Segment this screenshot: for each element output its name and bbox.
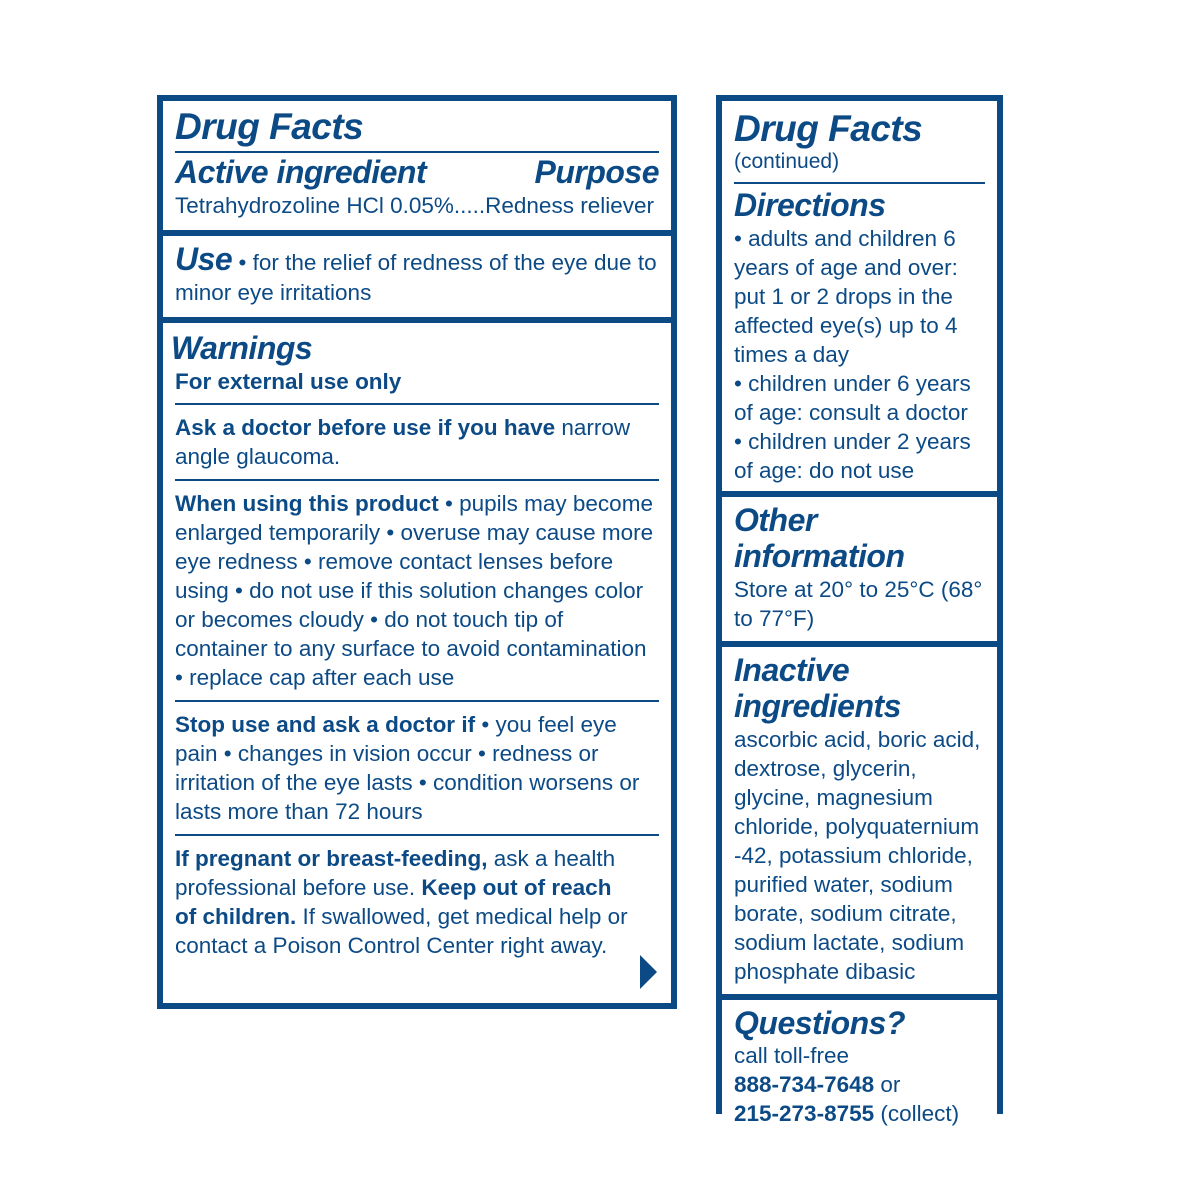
- active-ingredient-heading: Active ingredient: [175, 154, 427, 191]
- phone-number-2: 215-273-8755: [734, 1101, 875, 1127]
- external-use-text: For external use only: [175, 368, 402, 394]
- direction-item: • adults and children 6 years of age and over: put 1 or 2 drops in the affected eye(s) up to 4 times a day: [734, 226, 958, 368]
- ask-doctor-text: narrow angle glaucoma.: [175, 414, 631, 469]
- divider: [175, 834, 659, 836]
- keep-out-bold: Keep out of reach of children.: [175, 874, 612, 929]
- pregnant-text: ask a health professional before use.: [175, 845, 616, 900]
- drug-facts-title: Drug Facts: [175, 106, 364, 147]
- purpose-heading: Purpose: [534, 154, 659, 191]
- use-paragraph: [175, 242, 659, 307]
- drug-facts-panel-right: [716, 95, 1003, 1127]
- ask-doctor-bold: Ask a doctor before use if you have: [175, 414, 556, 440]
- active-ingredient-section: [163, 101, 671, 230]
- phone-line-2: [734, 1099, 985, 1128]
- divider: [175, 700, 659, 702]
- pregnant-paragraph: [175, 844, 629, 960]
- directions-heading: Directions: [734, 187, 886, 224]
- inactive-ingredients-text: ascorbic acid, boric acid, dextrose, glycerin, glycine, magnesium chloride, polyquaternium -42, potassium chloride, purified water, sodium borate, sodium citrate, sodium lactate, sodium phosphate dibasic: [734, 726, 981, 984]
- ingredient-line: Tetrahydrozoline HCl 0.05%.....Redness reliever: [175, 193, 654, 219]
- directions-section: [722, 101, 997, 491]
- when-using-bold: When using this product: [175, 490, 439, 516]
- other-information-heading: Other information: [734, 502, 905, 575]
- drug-facts-panel-left: [157, 95, 677, 1009]
- pregnant-bold: If pregnant or breast-feeding,: [175, 845, 488, 871]
- swallowed-text: If swallowed, get medical help or contact a Poison Control Center right away.: [175, 903, 628, 958]
- questions-section: [722, 1000, 997, 1135]
- inactive-ingredients-heading: Inactive ingredients: [734, 651, 901, 724]
- use-text: • for the relief of redness of the eye due to minor eye irritations: [175, 250, 657, 306]
- ingredient-header-row: [175, 155, 659, 191]
- ask-doctor-paragraph: [175, 413, 659, 471]
- stop-use-text: • you feel eye pain • changes in vision occur • redness or irritation of the eye lasts • condition worsens or lasts more than 72 hours: [175, 711, 640, 824]
- warnings-section: [163, 323, 671, 1003]
- storage-text: Store at 20° to 25°C (68° to 77°F): [734, 576, 983, 631]
- triangle-right-icon: [640, 955, 657, 989]
- inactive-ingredients-section: [722, 647, 997, 994]
- when-using-text: • pupils may become enlarged temporarily • overuse may cause more eye redness • remove contact lenses before using • do not use if this solution changes color or becomes cloudy • do not touch tip of container to any surface to avoid contamination • replace cap after each use: [175, 490, 654, 690]
- drug-facts-title: Drug Facts: [734, 108, 923, 149]
- divider: [734, 182, 985, 184]
- phone-number-1: 888-734-7648: [734, 1072, 875, 1098]
- stop-use-bold: Stop use and ask a doctor if: [175, 711, 476, 737]
- divider: [175, 479, 659, 481]
- when-using-paragraph: [175, 489, 659, 692]
- direction-item: • children under 6 years of age: consult a doctor: [734, 371, 971, 426]
- use-heading: Use: [175, 241, 233, 278]
- collect-text: (collect): [874, 1101, 960, 1127]
- warnings-heading: Warnings: [171, 330, 313, 367]
- use-section: [163, 236, 671, 317]
- or-text: or: [874, 1072, 901, 1098]
- phone-line-1: [734, 1070, 985, 1099]
- divider: [175, 403, 659, 405]
- stop-use-paragraph: [175, 710, 659, 826]
- divider: [175, 151, 659, 153]
- call-text: call toll-free: [734, 1043, 850, 1069]
- continued-text: (continued): [734, 150, 840, 174]
- other-information-section: [722, 497, 997, 641]
- direction-item: • children under 2 years of age: do not use: [734, 429, 971, 484]
- questions-heading: Questions?: [734, 1004, 906, 1041]
